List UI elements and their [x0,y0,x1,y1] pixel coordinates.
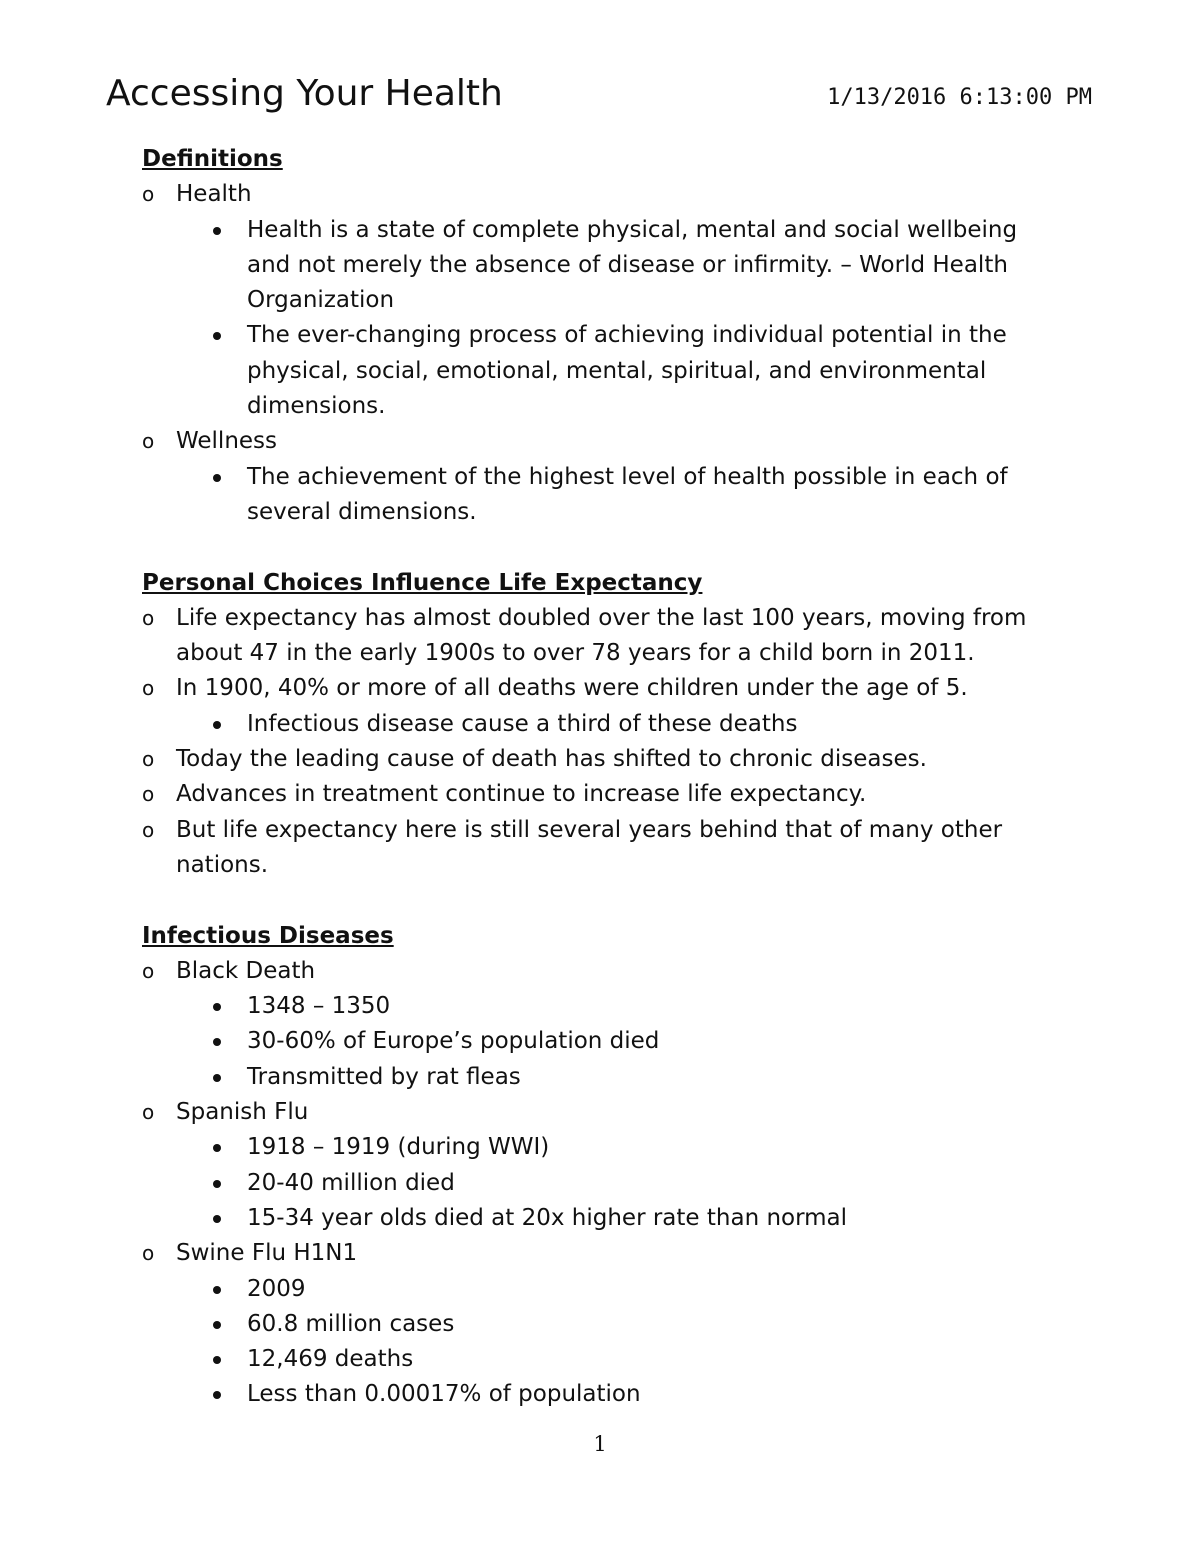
list-item-text: Life expectancy has almost doubled over the last 100 years, moving from about 47 in the early 1900s to over 78 years for a child born in 2011. [176,604,1027,667]
outline-list [0,601,1200,883]
sub-list [176,1130,1080,1236]
sub-list-item-text: 15-34 year olds died at 20x higher rate than normal [247,1204,848,1231]
bullet-dot-icon [213,1391,221,1399]
list-item [0,813,1200,884]
list-item [0,777,1200,812]
list-item-text: Black Death [176,957,316,984]
section [0,142,1200,530]
section-heading: Definitions [142,146,283,172]
list-item [0,1095,1200,1236]
sub-list [176,989,1080,1095]
sub-list-item-text: The achievement of the highest level of health possible in each of several dimensions. [247,463,1008,525]
sub-list-item-text: Transmitted by rat fleas [247,1063,521,1090]
sub-list-item [247,460,1047,531]
hollow-bullet-icon: o [142,747,155,772]
hollow-bullet-icon: o [142,958,155,983]
sub-list-item-text: Infectious disease cause a third of these deaths [247,710,798,737]
bullet-dot-icon [213,227,221,235]
sub-list [176,707,1080,742]
sub-list-item [247,707,1047,742]
sub-list-item-text: 12,469 deaths [247,1346,414,1373]
outline-list [0,177,1200,530]
bullet-dot-icon [213,721,221,729]
section [0,919,1200,1413]
list-item-text: Wellness [176,428,278,455]
list-item-text: In 1900, 40% or more of all deaths were children under the age of 5. [176,675,968,702]
hollow-bullet-icon: o [142,429,155,454]
hollow-bullet-icon: o [142,782,155,807]
sub-list-item-text: 20-40 million died [247,1169,455,1196]
list-item [0,1236,1200,1412]
hollow-bullet-icon: o [142,1100,155,1125]
bullet-dot-icon [213,1074,221,1082]
list-item-text: Advances in treatment continue to increase life expectancy. [176,781,867,808]
sub-list-item-text: 1918 – 1919 (during WWI) [247,1134,550,1161]
bullet-dot-icon [213,1286,221,1294]
list-item-text: But life expectancy here is still several years behind that of many other nations. [176,816,1003,878]
sub-list [176,1272,1080,1413]
list-item-text: Spanish Flu [176,1099,309,1126]
bullet-dot-icon [213,1215,221,1223]
sub-list-item [247,1307,1047,1342]
bullet-dot-icon [213,474,221,482]
sub-list-item [247,1377,1047,1412]
bullet-dot-icon [213,1038,221,1046]
section [0,566,1200,884]
sub-list-item-text: Health is a state of complete physical, mental and social wellbeing and not merely the absence of disease or infirmity. – World Health Organization [247,216,1018,314]
sub-list-item [247,1024,1047,1059]
outline-list [0,954,1200,1413]
document-body [0,142,1200,1448]
bullet-dot-icon [213,1003,221,1011]
sub-list-item-text: The ever-changing process of achieving individual potential in the physical, social, emotional, mental, spiritual, and environmental dimensions. [247,322,1007,420]
page-number: 1 [593,1432,607,1456]
list-item [0,671,1200,742]
sub-list-item-text: Less than 0.00017% of population [247,1381,641,1408]
list-item-text: Health [176,181,252,208]
sub-list-item [247,1166,1047,1201]
sub-list-item [247,318,1047,424]
list-item [0,424,1200,530]
bullet-dot-icon [213,1180,221,1188]
document-timestamp: 1/13/2016 6:13:00 PM [827,85,1092,110]
sub-list-item [247,989,1047,1024]
section-heading: Infectious Diseases [142,922,394,949]
hollow-bullet-icon: o [142,676,155,701]
sub-list-item [247,1130,1047,1165]
sub-list [176,460,1080,531]
list-item [0,601,1200,672]
hollow-bullet-icon: o [142,817,155,842]
sub-list-item [247,213,1047,319]
section-heading: Personal Choices Influence Life Expectancy [142,569,703,596]
hollow-bullet-icon: o [142,182,155,207]
hollow-bullet-icon: o [142,605,155,630]
bullet-dot-icon [213,332,221,340]
sub-list [176,213,1080,425]
sub-list-item-text: 1348 – 1350 [247,993,391,1020]
sub-list-item-text: 60.8 million cases [247,1310,455,1337]
page-title: Accessing Your Health [106,73,503,114]
sub-list-item-text: 2009 [247,1275,306,1302]
list-item-text: Today the leading cause of death has shifted to chronic diseases. [176,746,927,773]
hollow-bullet-icon: o [142,1241,155,1266]
sub-list-item [247,1272,1047,1307]
list-item [0,742,1200,777]
sub-list-item [247,1060,1047,1095]
list-item [0,177,1200,424]
sub-list-item [247,1342,1047,1377]
sub-list-item [247,1201,1047,1236]
sub-list-item-text: 30-60% of Europe’s population died [247,1028,660,1055]
bullet-dot-icon [213,1356,221,1364]
list-item [0,954,1200,1095]
list-item-text: Swine Flu H1N1 [176,1240,358,1267]
bullet-dot-icon [213,1321,221,1329]
bullet-dot-icon [213,1144,221,1152]
